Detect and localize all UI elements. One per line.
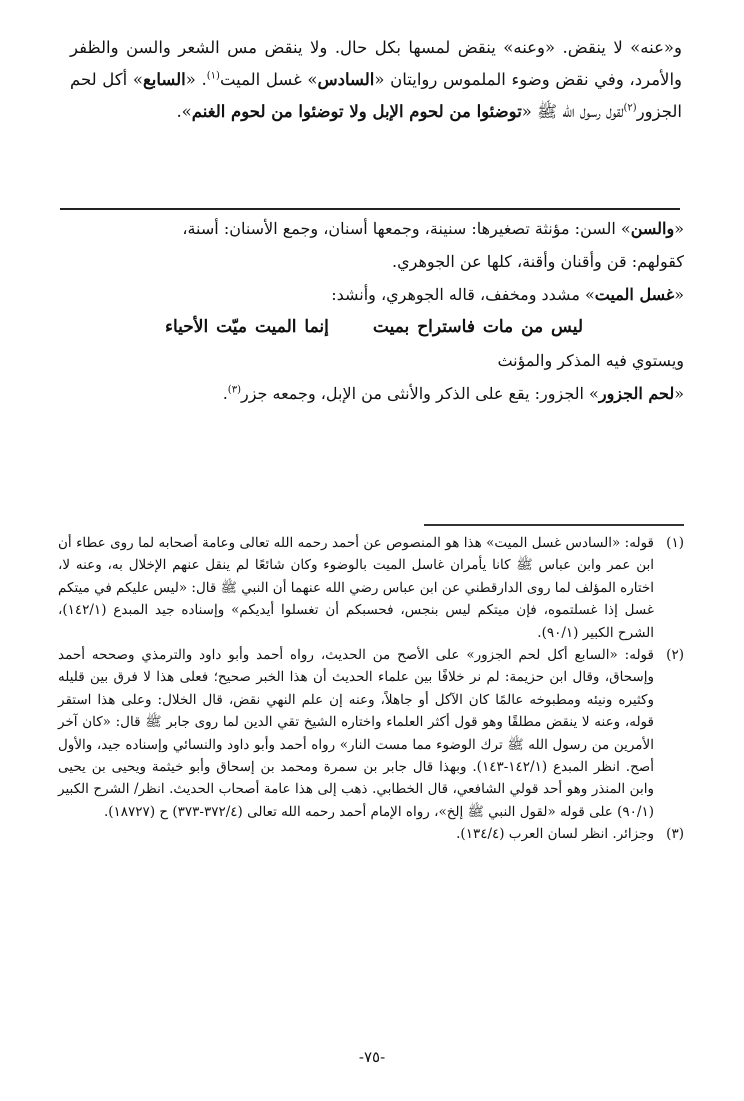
term-sixth: السادس xyxy=(317,70,375,89)
footnotes xyxy=(58,532,684,846)
quote-mark: « xyxy=(674,219,684,238)
commentary-line-6 xyxy=(64,377,684,410)
main-text xyxy=(70,32,682,128)
section-divider xyxy=(60,208,680,210)
footnote-ref-2[interactable]: (٢) xyxy=(623,102,637,114)
main-line-2: والظفر والأمرد، وفي نقض وضوء الملموس روايتان « xyxy=(70,38,683,89)
quote-mark: « xyxy=(674,285,684,304)
commentary-section xyxy=(64,212,684,410)
page-number: -٧٥- xyxy=(358,1048,386,1066)
footnote-text: قوله: «السادس غسل الميت» هذا هو المنصوص عن أحمد رحمه الله تعالى وعامة أصحابه لما روى عطاء أن ابن عمر وابن عباس ﷺ كانا يأمران غاسل الميت بالوضوء وكان شائعًا لم ينقل عنهم الإخلال به، وعنه لا، اختاره المؤلف لما روى الدارقطني عن ابن عباس رضي الله عنهما أن النبي ﷺ قال: «ليس عليكم في ميتكم غسل إذا غسلتموه، فإن ميتكم ليس بنجس، فحسبكم أن تغسلوا أيديكم» وإسناده جيد المبدع (١٤٢/١)، الشرح الكبير (٩٠/١). xyxy=(58,535,654,641)
footnote-number: (٢) xyxy=(666,647,684,664)
hadith-text: توضئوا من لحوم الإبل ولا توضئوا من لحوم الغنم xyxy=(191,102,522,121)
main-line-1: و«عنه» لا ينقض. «وعنه» ينقض لمسها بكل حال. ولا ينقض مس الشعر والسن xyxy=(126,38,682,57)
verse-first-hemistich: ليس من مات فاستراح بميت xyxy=(372,317,584,337)
footnote-2 xyxy=(58,644,684,823)
main-text-camel-meat: » أكل لحم الجزور xyxy=(70,70,682,121)
main-period: . xyxy=(201,70,207,89)
footnote-1 xyxy=(58,532,684,644)
quote-mark: « xyxy=(674,384,684,403)
main-text-wash-dead: » غسل الميت xyxy=(219,70,318,89)
footnote-3 xyxy=(58,823,684,845)
footnote-number: (٣) xyxy=(666,826,684,843)
commentary-text: » السن: مؤنثة تصغيرها: سنينة، وجمعها أسنان، وجمع الأسنان: أسنة، xyxy=(182,219,631,238)
commentary-line-1 xyxy=(64,212,684,245)
main-paragraph xyxy=(70,32,682,128)
verse-second-hemistich: إنما الميت ميّت الأحياء xyxy=(164,317,329,337)
footnote-number: (١) xyxy=(666,535,684,551)
open-quote: « xyxy=(185,70,196,89)
term-ghusl: غسل الميت xyxy=(594,285,675,304)
commentary-text: » الجزور: يقع على الذكر والأنثى من الإبل، وجمعه جزر xyxy=(240,384,599,403)
close-quote: ». xyxy=(176,102,192,121)
commentary-line-3 xyxy=(64,278,684,311)
term-jazur: لحم الجزور xyxy=(598,384,675,403)
footnote-ref-1[interactable]: (١) xyxy=(206,70,220,82)
commentary-text: » مشدد ومخفف، قاله الجوهري، وأنشد: xyxy=(331,285,595,304)
main-text-hadith-intro: لقول رسول الله ﷺ « xyxy=(521,102,624,121)
term-seventh: السابع xyxy=(143,70,186,89)
commentary-line-2: كقولهم: قن وأقنان وأقنة، كلها عن الجوهري. xyxy=(392,252,684,271)
footnote-text: قوله: «السابع أكل لحم الجزور» على الأصح من الحديث، رواه أحمد وأبو داود والترمذي وصححه أحمد وإسحاق، وقال ابن حزيمة: لم نر خلافًا بين علماء الحديث أن هذا الخبر صحيح؛ فعلى هذا لا فرق بين قليله وكثيره ونيئه ومطبوخه عالمًا كان الآكل أو جاهلاً، وعنه إن علم النهي نقض، قال الخلال: وعلى هذا استقر قوله، وعنه لا ينقض مطلقًا وهو قول أكثر العلماء واختاره الشيخ تقي الدين لما روى جابر ﷺ قال: «كان آخر الأمرين من رسول الله ﷺ ترك الوضوء مما مست النار» رواه أحمد وأبو داود والنسائي وإسناده جيد، والأول أصح. انظر المبدع (١٤٢/١-١٤٣). وبهذا قال جابر بن سمرة ومحمد بن إسحاق وأبو خيثمة ويحيى بن يحيى وابن المنذر وهو أحد قولي الشافعي، قال الخطابي. ذهب إلى هذا عامة أصحاب الحديث. انظر/ الشرح الكبير (٩٠/١) على قوله «لقول النبي ﷺ إلخ»، رواه الإمام أحمد رحمه الله تعالى (٣٧٢/٤-٣٧٣) ح (١٨٧٢٧). xyxy=(58,647,654,820)
footnote-ref-3[interactable]: (٣) xyxy=(227,384,241,396)
footnote-divider xyxy=(424,524,684,526)
commentary-line-5: ويستوي فيه المذكر والمؤنث xyxy=(497,351,684,370)
term-sinn: والسن xyxy=(630,219,675,238)
commentary-period: . xyxy=(222,384,228,403)
poem-verse xyxy=(64,311,684,344)
footnote-text: وجزائر. انظر لسان العرب (١٣٤/٤). xyxy=(456,826,654,843)
